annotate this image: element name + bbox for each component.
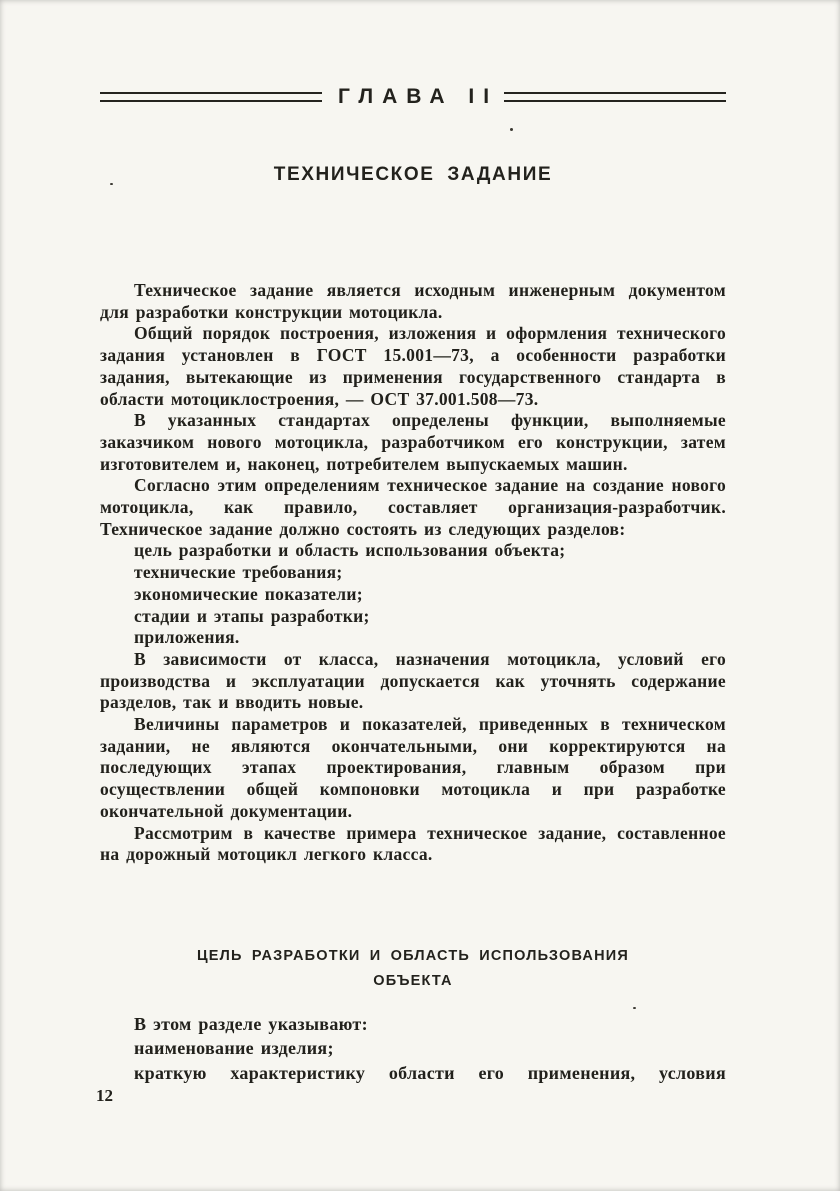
chapter-rule-left	[100, 92, 322, 102]
page-title: ТЕХНИЧЕСКОЕ ЗАДАНИЕ	[273, 164, 553, 185]
paragraph: В указанных стандартах определены функции, выполняемые заказчиком нового мотоцикла, разработчиком его конструкции, затем изготовителем и, наконец, потребителем выпускаемых машин.	[100, 410, 726, 474]
list-item: цель разработки и область использования объекта;	[134, 540, 566, 561]
page-number: 12	[96, 1086, 113, 1105]
list-item: технические требования;	[134, 562, 343, 583]
chapter-label: ГЛАВА II	[337, 85, 499, 108]
list-item: стадии и этапы разработки;	[134, 605, 370, 626]
chapter-rule-right	[504, 92, 726, 102]
chapter-header	[100, 84, 726, 110]
paragraph: Рассмотрим в качестве примера техническое задание, составленное на дорожный мотоцикл легкого класса.	[100, 822, 726, 865]
list-item: экономические показатели;	[134, 583, 363, 604]
text-column	[100, 84, 726, 1085]
list-item: наименование изделия;	[134, 1038, 334, 1059]
section-heading-line: ЦЕЛЬ РАЗРАБОТКИ И ОБЛАСТЬ ИСПОЛЬЗОВАНИЯ	[196, 948, 630, 964]
section-heading	[100, 944, 726, 994]
list-item: краткую характеристику области его применения, условия	[134, 1062, 726, 1083]
paragraph: Согласно этим определениям техническое задание на создание нового мотоцикла, как правило, составляет организация-разработчик. Техническое задание должно состоять из следующих разделов:	[100, 475, 726, 539]
paragraph: Величины параметров и показателей, приведенных в техническом задании, не являются окончательными, они корректируются на последующих этапах проектирования, главным образом при осуществлении общей компоновки мотоцикла и при разработке окончательной документации.	[100, 714, 726, 821]
list-item: приложения.	[134, 627, 240, 648]
paragraph: В зависимости от класса, назначения мотоцикла, условий его производства и эксплуатации допускается как уточнять содержание разделов, так и вводить новые.	[100, 648, 726, 713]
body-text	[100, 280, 726, 914]
paragraph: Общий порядок построения, изложения и оформления технического задания установлен в ГОСТ 15.001—73, а особенности разработки задания, вытекающие из применения государственного стандарта в области мотоциклостроения, — ОСТ 37.001.508—73.	[100, 323, 726, 409]
section-heading-line: ОБЪЕКТА	[373, 973, 453, 989]
paragraph: В этом разделе указывают:	[134, 1014, 368, 1034]
paragraph: Техническое задание является исходным инженерным документом для разработки конструкции мотоцикла.	[100, 280, 726, 322]
section-body	[100, 1012, 726, 1085]
